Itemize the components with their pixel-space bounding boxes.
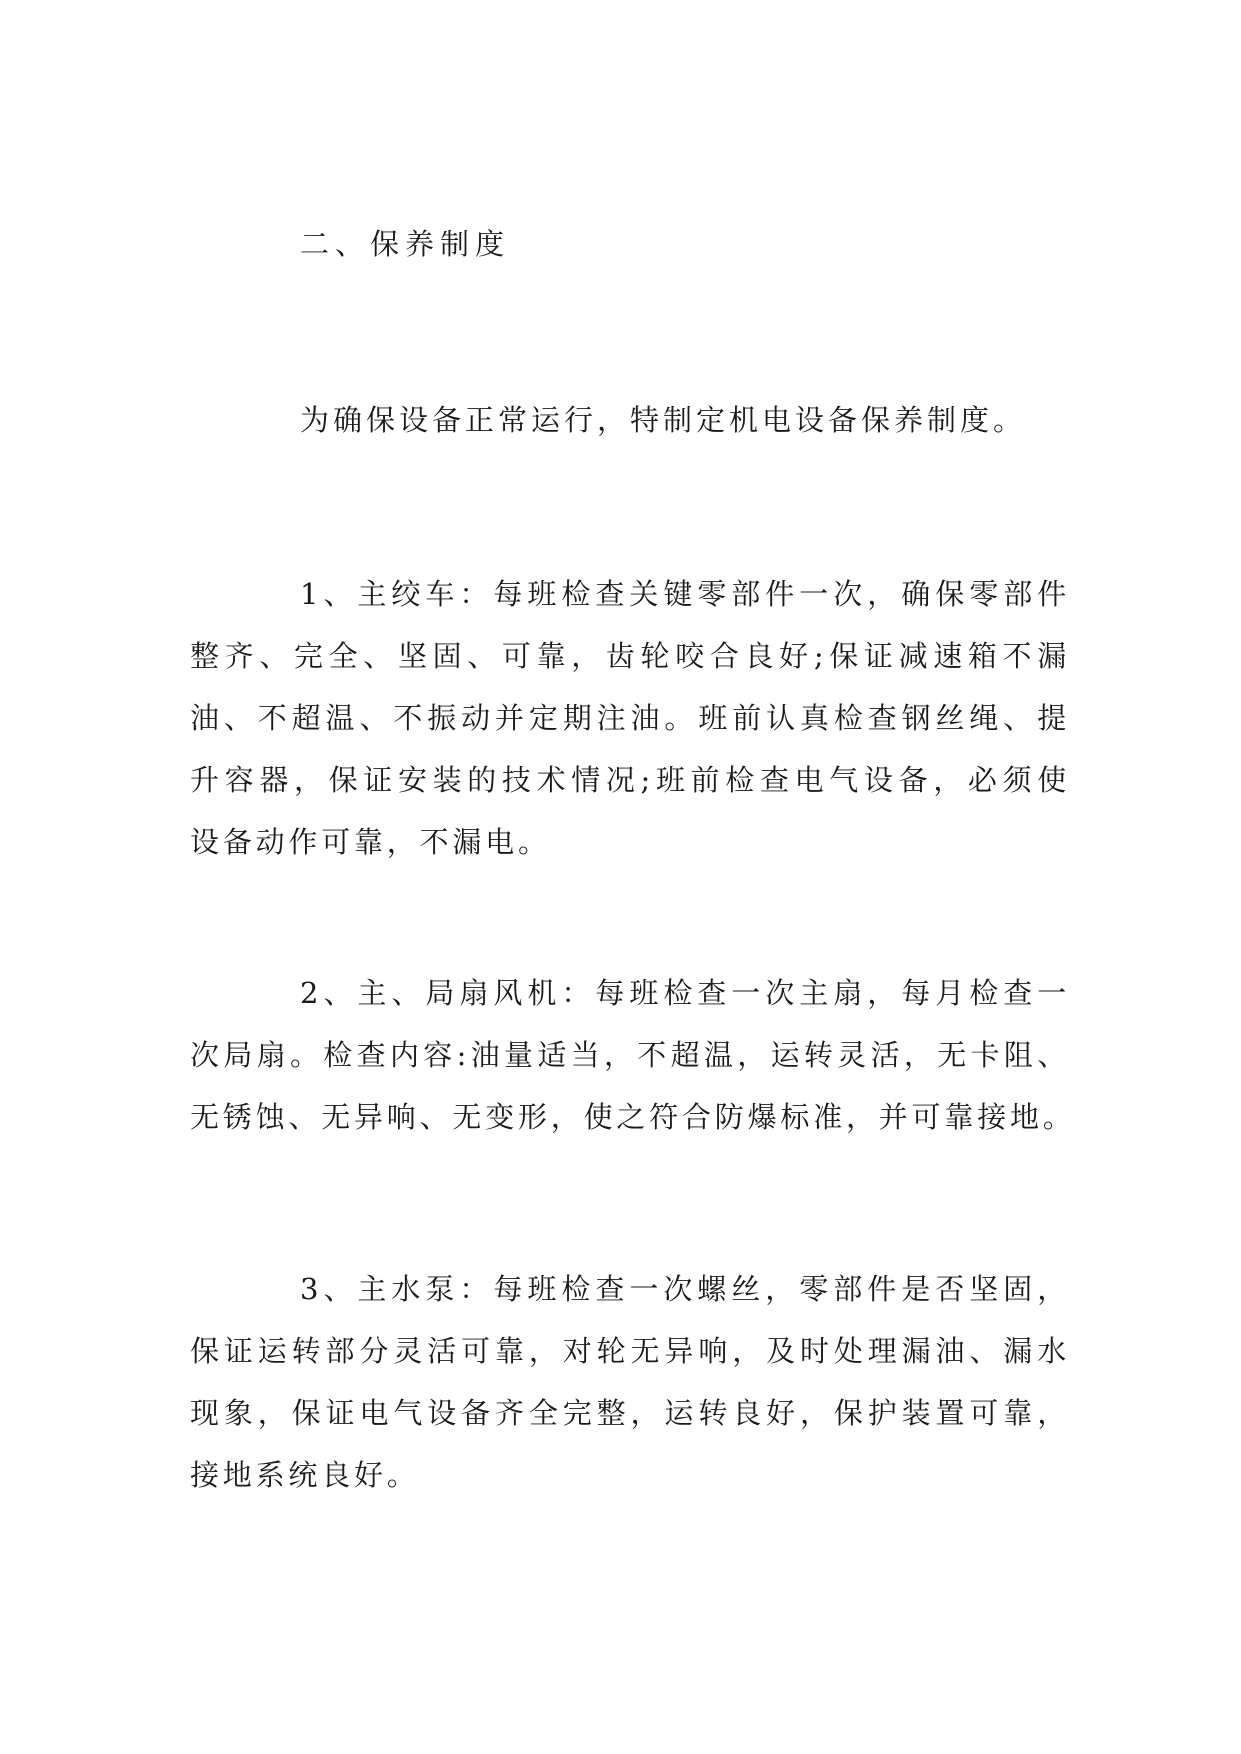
paragraph-line: 现象，保证电气设备齐全完整，运转良好，保护装置可靠， — [190, 1396, 1070, 1430]
paragraph-line: 次局扇。检查内容:油量适当，不超温，运转灵活，无卡阻、 — [190, 1038, 1070, 1072]
paragraph-fans — [190, 975, 1076, 1161]
paragraph-main-winch — [190, 576, 1070, 886]
paragraph-line: 1、主绞车：每班检查关键零部件一次，确保零部件 — [300, 577, 1070, 611]
paragraph-main-pump — [190, 1271, 1070, 1519]
paragraph-line: 整齐、完全、坚固、可靠，齿轮咬合良好;保证减速箱不漏 — [190, 639, 1070, 673]
paragraph-line: 2、主、局扇风机：每班检查一次主扇，每月检查一 — [300, 976, 1070, 1010]
paragraph-line: 保证运转部分灵活可靠，对轮无异响，及时处理漏油、漏水 — [190, 1334, 1070, 1368]
paragraph-line: 无锈蚀、无异响、无变形，使之符合防爆标准，并可靠接地。 — [190, 1100, 1076, 1134]
intro-paragraph: 为确保设备正常运行，特制定机电设备保养制度。 — [300, 403, 1027, 437]
paragraph-line: 接地系统良好。 — [190, 1458, 420, 1492]
paragraph-line: 设备动作可靠，不漏电。 — [190, 825, 551, 859]
paragraph-line: 升容器，保证安装的技术情况;班前检查电气设备，必须使 — [190, 763, 1070, 797]
paragraph-line: 3、主水泵：每班检查一次螺丝，零部件是否坚固， — [300, 1272, 1070, 1306]
paragraph-line: 油、不超温、不振动并定期注油。班前认真检查钢丝绳、提 — [190, 701, 1070, 735]
section-heading: 二、保养制度 — [300, 227, 511, 261]
